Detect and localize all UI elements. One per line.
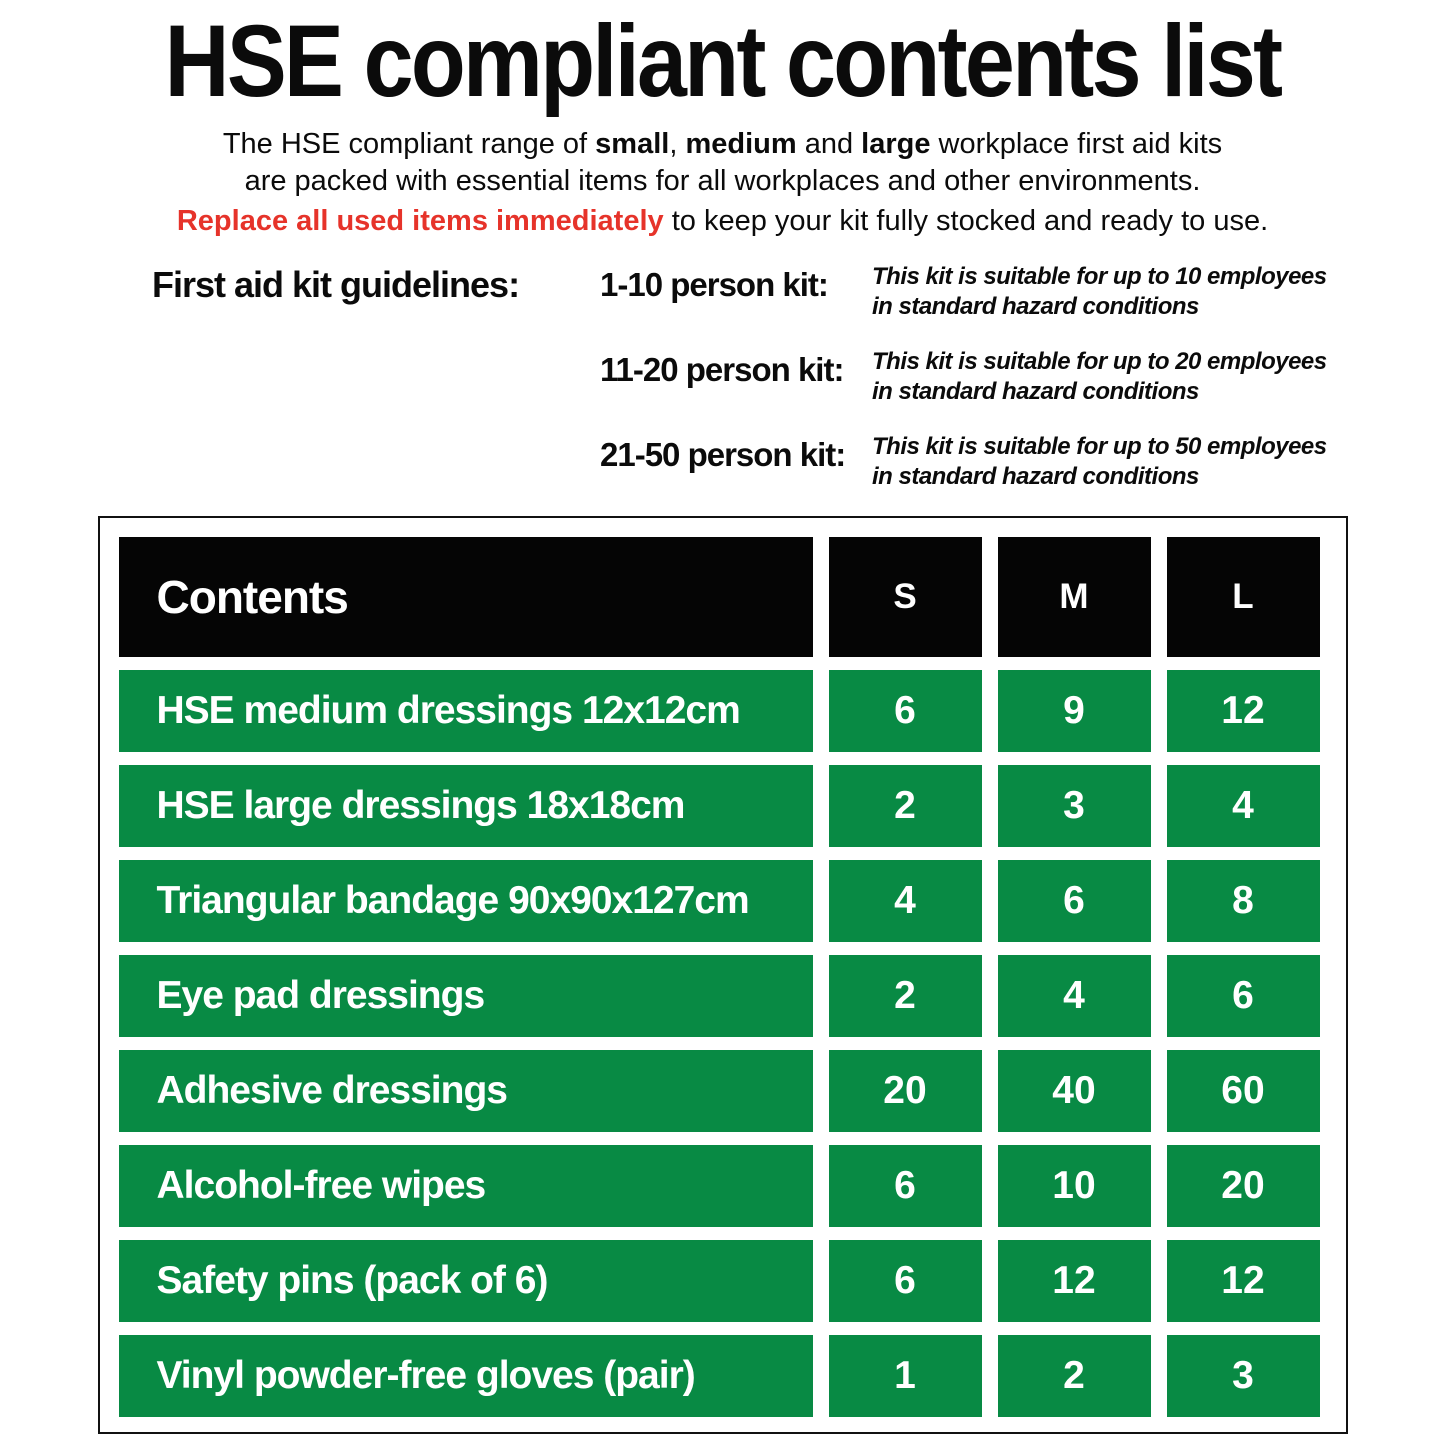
guidelines-section bbox=[152, 262, 1445, 492]
kit-description: This kit is suitable for up to 10 employees in standard hazard conditions bbox=[872, 263, 1327, 321]
value-cell-m: 2 bbox=[998, 1335, 1151, 1417]
guidelines-list bbox=[600, 262, 1332, 492]
value-cell-l: 12 bbox=[1167, 670, 1320, 752]
header-contents-cell: Contents bbox=[119, 537, 813, 657]
value-cell-s: 2 bbox=[829, 765, 982, 847]
row-label-cell: Eye pad dressings bbox=[119, 955, 813, 1037]
value-cell-s: 20 bbox=[829, 1050, 982, 1132]
guideline-item-11-20 bbox=[600, 347, 1332, 407]
value-cell-l: 20 bbox=[1167, 1145, 1320, 1227]
contents-table bbox=[98, 516, 1348, 1434]
value-cell-m: 12 bbox=[998, 1240, 1151, 1322]
value-cell-m: 10 bbox=[998, 1145, 1151, 1227]
kit-label: 21-50 person kit: bbox=[600, 436, 846, 474]
header-size-cell-m: M bbox=[998, 537, 1151, 657]
header-size-cell-s: S bbox=[829, 537, 982, 657]
value-cell-s: 6 bbox=[829, 1145, 982, 1227]
value-cell-m: 3 bbox=[998, 765, 1151, 847]
replace-notice-rest: to keep your kit fully stocked and ready to use. bbox=[663, 205, 1269, 238]
replace-notice bbox=[0, 203, 1445, 240]
value-cell-s: 6 bbox=[829, 1240, 982, 1322]
row-label-cell: Triangular bandage 90x90x127cm bbox=[119, 860, 813, 942]
row-label-cell: Alcohol-free wipes bbox=[119, 1145, 813, 1227]
value-cell-l: 12 bbox=[1167, 1240, 1320, 1322]
value-cell-s: 1 bbox=[829, 1335, 982, 1417]
intro-text bbox=[0, 126, 1445, 200]
value-cell-l: 3 bbox=[1167, 1335, 1320, 1417]
value-cell-l: 6 bbox=[1167, 955, 1320, 1037]
guideline-item-21-50 bbox=[600, 432, 1332, 492]
kit-description: This kit is suitable for up to 20 employees in standard hazard conditions bbox=[872, 348, 1327, 406]
contents-table-grid bbox=[119, 537, 1320, 1417]
value-cell-m: 4 bbox=[998, 955, 1151, 1037]
row-label-cell: HSE large dressings 18x18cm bbox=[119, 765, 813, 847]
guideline-item-1-10 bbox=[600, 262, 1332, 322]
kit-label: 11-20 person kit: bbox=[600, 351, 844, 389]
row-label-cell: Vinyl powder-free gloves (pair) bbox=[119, 1335, 813, 1417]
value-cell-l: 8 bbox=[1167, 860, 1320, 942]
value-cell-s: 2 bbox=[829, 955, 982, 1037]
value-cell-s: 6 bbox=[829, 670, 982, 752]
row-label-cell: Adhesive dressings bbox=[119, 1050, 813, 1132]
row-label-cell: HSE medium dressings 12x12cm bbox=[119, 670, 813, 752]
intro-line-1: The HSE compliant range of small, medium and large workplace first aid kits bbox=[222, 128, 1223, 161]
value-cell-l: 4 bbox=[1167, 765, 1320, 847]
value-cell-l: 60 bbox=[1167, 1050, 1320, 1132]
page-title: HSE compliant contents list bbox=[164, 4, 1281, 118]
replace-notice-highlight: Replace all used items immediately bbox=[176, 205, 664, 238]
value-cell-m: 40 bbox=[998, 1050, 1151, 1132]
kit-label: 1-10 person kit: bbox=[600, 266, 828, 304]
value-cell-m: 9 bbox=[998, 670, 1151, 752]
row-label-cell: Safety pins (pack of 6) bbox=[119, 1240, 813, 1322]
header-size-cell-l: L bbox=[1167, 537, 1320, 657]
value-cell-s: 4 bbox=[829, 860, 982, 942]
guidelines-heading: First aid kit guidelines: bbox=[152, 264, 520, 306]
intro-line-2: are packed with essential items for all workplaces and other environments. bbox=[244, 165, 1201, 198]
value-cell-m: 6 bbox=[998, 860, 1151, 942]
kit-description: This kit is suitable for up to 50 employees in standard hazard conditions bbox=[872, 433, 1327, 491]
